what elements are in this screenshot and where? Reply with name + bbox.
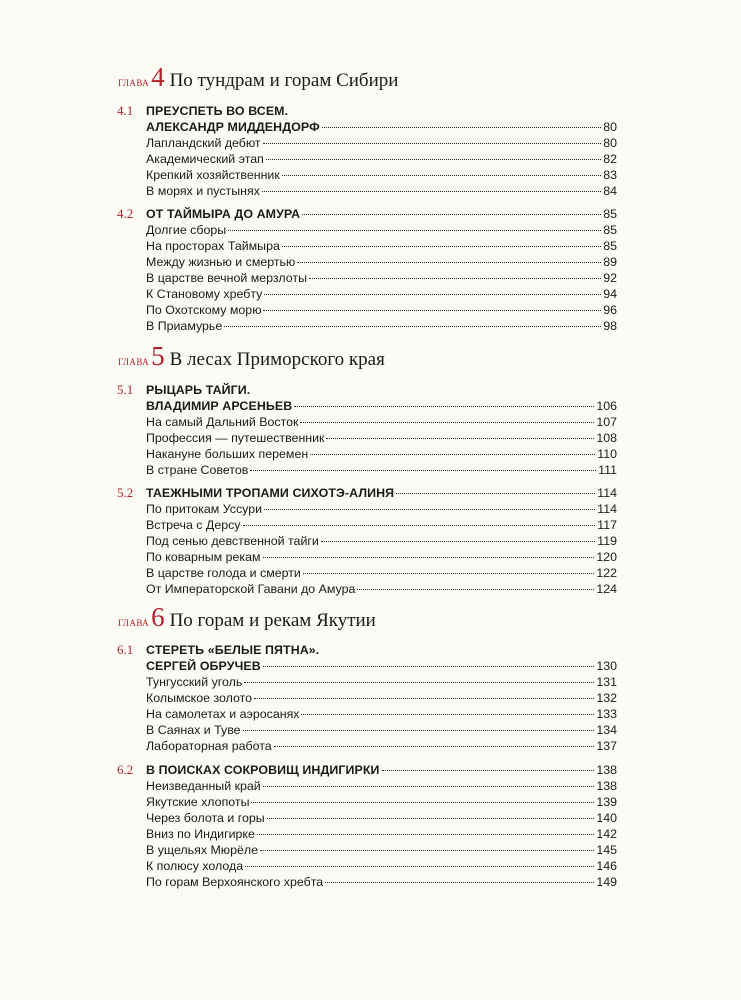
- entry-title: На самолетах и аэросанях: [146, 707, 300, 721]
- toc-entry[interactable]: [117, 858, 617, 874]
- leader-dots: [257, 834, 594, 835]
- section-title: СТЕРЕТЬ «БЕЛЫЕ ПЯТНА».: [146, 643, 320, 657]
- entry-title: Лабораторная работа: [146, 739, 272, 753]
- entry-title: По притокам Уссури: [146, 502, 263, 516]
- page-number: 142: [596, 827, 617, 841]
- page-number: 138: [596, 779, 617, 793]
- toc-entry[interactable]: [117, 690, 617, 706]
- page-number: 82: [603, 152, 617, 166]
- entry-title: Академический этап: [146, 152, 264, 166]
- entry-title: Тунгусский уголь: [146, 675, 243, 689]
- leader-dots: [262, 191, 601, 192]
- page-number: 89: [603, 255, 617, 269]
- leader-dots: [294, 406, 594, 407]
- entry-title: Долгие сборы: [146, 223, 227, 237]
- entry-title: Профессия — путешественник: [146, 431, 325, 445]
- toc-entry[interactable]: [117, 183, 617, 199]
- leader-dots: [282, 175, 601, 176]
- toc-entry[interactable]: [117, 706, 617, 722]
- leader-dots: [263, 143, 602, 144]
- chapter-number: 4: [151, 62, 165, 92]
- toc-entry[interactable]: [117, 167, 617, 183]
- entry-title: По горам Верхоянского хребта: [146, 875, 324, 889]
- toc-entry[interactable]: [117, 414, 617, 430]
- page-number: 80: [603, 120, 617, 134]
- toc-entry[interactable]: [117, 430, 617, 446]
- leader-dots: [263, 557, 595, 558]
- chapter-word: глава: [118, 614, 150, 629]
- entry-title: Лапландский дебют: [146, 136, 261, 150]
- page-number: 106: [596, 399, 617, 413]
- page-number: 85: [603, 239, 617, 253]
- leader-dots: [254, 698, 594, 699]
- toc-entry[interactable]: [117, 398, 617, 414]
- leader-dots: [303, 573, 594, 574]
- entry-title: На просторах Таймыра: [146, 239, 280, 253]
- section-title-line[interactable]: [117, 382, 617, 398]
- section-number: 4.1: [117, 103, 134, 118]
- toc-entry[interactable]: [117, 462, 617, 478]
- entry-title: Встреча с Дерсу: [146, 518, 241, 532]
- toc-entry[interactable]: [117, 222, 617, 238]
- section-number: 6.1: [117, 642, 134, 657]
- page-number: 98: [603, 319, 617, 333]
- chapter-word: глава: [118, 74, 150, 89]
- leader-dots: [263, 310, 601, 311]
- page-number: 80: [603, 136, 617, 150]
- page-number: 133: [596, 707, 617, 721]
- toc-entry[interactable]: [117, 826, 617, 842]
- leader-dots: [228, 230, 601, 231]
- toc-entry[interactable]: [117, 302, 617, 318]
- page-number: 131: [596, 675, 617, 689]
- toc-entry[interactable]: [117, 206, 617, 222]
- leader-dots: [357, 589, 594, 590]
- section-title: АЛЕКСАНДР МИДДЕНДОРФ: [146, 120, 320, 134]
- chapter-title: В лесах Приморского края: [169, 349, 385, 370]
- leader-dots: [243, 525, 596, 526]
- page-number: 108: [596, 431, 617, 445]
- toc-entry[interactable]: [117, 549, 617, 565]
- page-number: 122: [596, 566, 617, 580]
- toc-entry[interactable]: [117, 738, 617, 754]
- chapter-title: По тундрам и горам Сибири: [169, 70, 399, 91]
- toc-entry[interactable]: [117, 778, 617, 794]
- toc-entry[interactable]: [117, 722, 617, 738]
- section-title-line[interactable]: [117, 103, 617, 119]
- toc-entry[interactable]: [117, 581, 617, 597]
- section-6-1: [117, 642, 617, 754]
- section-number: 4.2: [117, 206, 134, 221]
- chapter-heading-4: [118, 64, 618, 98]
- entry-title: Между жизнью и смертью: [146, 255, 296, 269]
- toc-entry[interactable]: [117, 874, 617, 890]
- page-number: 139: [596, 795, 617, 809]
- toc-entry[interactable]: [117, 762, 617, 778]
- page-number: 137: [596, 739, 617, 753]
- entry-title: В Саянах и Туве: [146, 723, 241, 737]
- section-4-1: [117, 103, 617, 199]
- section-number: 5.2: [117, 485, 134, 500]
- page-number: 140: [596, 811, 617, 825]
- page-number: 117: [597, 518, 617, 532]
- page-number: 124: [596, 582, 617, 596]
- page-number: 107: [596, 415, 617, 429]
- leader-dots: [310, 454, 595, 455]
- leader-dots: [321, 541, 595, 542]
- page-number: 145: [596, 843, 617, 857]
- leader-dots: [224, 326, 601, 327]
- entry-title: В царстве голода и смерти: [146, 566, 301, 580]
- section-number: 6.2: [117, 762, 134, 777]
- page-number: 120: [596, 550, 617, 564]
- leader-dots: [282, 246, 601, 247]
- entry-title: Через болота и горы: [146, 811, 265, 825]
- section-title: В ПОИСКАХ СОКРОВИЩ ИНДИГИРКИ: [146, 763, 380, 777]
- entry-title: Вниз по Индигирке: [146, 827, 255, 841]
- page-number: 111: [598, 463, 617, 477]
- toc-entry[interactable]: [117, 842, 617, 858]
- entry-title: В ущельях Мюрёле: [146, 843, 258, 857]
- chapter-number: 5: [151, 341, 165, 371]
- chapter-heading-5: [118, 343, 618, 377]
- leader-dots: [263, 666, 595, 667]
- toc-entry[interactable]: [117, 485, 617, 501]
- leader-dots: [322, 127, 601, 128]
- page-number: 114: [597, 502, 617, 516]
- chapter-title: По горам и рекам Якутии: [169, 610, 376, 631]
- leader-dots: [396, 493, 595, 494]
- leader-dots: [382, 770, 595, 771]
- page-number: 85: [603, 207, 617, 221]
- toc-entry[interactable]: [117, 151, 617, 167]
- page-number: 138: [596, 763, 617, 777]
- leader-dots: [263, 786, 595, 787]
- leader-dots: [297, 262, 601, 263]
- leader-dots: [251, 802, 594, 803]
- toc-entry[interactable]: [117, 501, 617, 517]
- leader-dots: [309, 278, 601, 279]
- entry-title: Неизведанный край: [146, 779, 261, 793]
- leader-dots: [250, 470, 596, 471]
- entry-title: В Приамурье: [146, 319, 223, 333]
- toc-entry[interactable]: [117, 810, 617, 826]
- toc-entry[interactable]: [117, 533, 617, 549]
- entry-title: Якутские хлопоты: [146, 795, 250, 809]
- entry-title: К Становому хребту: [146, 287, 263, 301]
- entry-title: От Императорской Гавани до Амура: [146, 582, 356, 596]
- section-title: РЫЦАРЬ ТАЙГИ.: [146, 383, 251, 397]
- chapter-heading-6: [118, 604, 618, 638]
- toc-entry[interactable]: [117, 286, 617, 302]
- toc-entry[interactable]: [117, 270, 617, 286]
- leader-dots: [325, 882, 594, 883]
- section-6-2: [117, 762, 617, 890]
- entry-title: В стране Советов: [146, 463, 249, 477]
- toc-entry[interactable]: [117, 517, 617, 533]
- page-number: 146: [596, 859, 617, 873]
- leader-dots: [266, 159, 601, 160]
- toc-entry[interactable]: [117, 135, 617, 151]
- chapter-number: 6: [151, 602, 165, 632]
- page-number: 83: [603, 168, 617, 182]
- entry-title: По коварным рекам: [146, 550, 261, 564]
- section-title: ОТ ТАЙМЫРА ДО АМУРА: [146, 207, 301, 221]
- toc-entry[interactable]: [117, 674, 617, 690]
- leader-dots: [326, 438, 594, 439]
- entry-title: По Охотскому морю: [146, 303, 262, 317]
- toc-entry[interactable]: [117, 254, 617, 270]
- section-title-line[interactable]: [117, 642, 617, 658]
- entry-title: На самый Дальний Восток: [146, 415, 299, 429]
- page-number: 114: [597, 486, 617, 500]
- entry-title: В морях и пустынях: [146, 184, 260, 198]
- section-title: ПРЕУСПЕТЬ ВО ВСЕМ.: [146, 104, 289, 118]
- section-5-2: [117, 485, 617, 597]
- page-number: 92: [603, 271, 617, 285]
- section-title: СЕРГЕЙ ОБРУЧЕВ: [146, 659, 261, 673]
- page-number: 85: [603, 223, 617, 237]
- section-title: ВЛАДИМИР АРСЕНЬЕВ: [146, 399, 293, 413]
- page-number: 119: [597, 534, 617, 548]
- entry-title: В царстве вечной мерзлоты: [146, 271, 307, 285]
- leader-dots: [274, 746, 595, 747]
- section-title: ТАЕЖНЫМИ ТРОПАМИ СИХОТЭ-АЛИНЯ: [146, 486, 395, 500]
- section-number: 5.1: [117, 382, 134, 397]
- leader-dots: [302, 214, 601, 215]
- leader-dots: [245, 866, 594, 867]
- page-number: 84: [603, 184, 617, 198]
- entry-title: Колымское золото: [146, 691, 253, 705]
- page-number: 96: [603, 303, 617, 317]
- leader-dots: [243, 730, 595, 731]
- leader-dots: [301, 714, 594, 715]
- entry-title: Крепкий хозяйственник: [146, 168, 280, 182]
- chapter-word: глава: [118, 353, 150, 368]
- page-number: 134: [596, 723, 617, 737]
- toc-entry[interactable]: [117, 238, 617, 254]
- section-5-1: [117, 382, 617, 478]
- page-number: 130: [596, 659, 617, 673]
- section-4-2: [117, 206, 617, 334]
- toc-entry[interactable]: [117, 446, 617, 462]
- page-number: 110: [597, 447, 617, 461]
- entry-title: Под сенью девственной тайги: [146, 534, 319, 548]
- entry-title: К полюсу холода: [146, 859, 244, 873]
- page-number: 94: [603, 287, 617, 301]
- toc-entry[interactable]: [117, 119, 617, 135]
- leader-dots: [300, 422, 594, 423]
- leader-dots: [260, 850, 594, 851]
- toc-entry[interactable]: [117, 565, 617, 581]
- toc-entry[interactable]: [117, 318, 617, 334]
- leader-dots: [244, 682, 594, 683]
- toc-entry[interactable]: [117, 658, 617, 674]
- leader-dots: [264, 294, 601, 295]
- leader-dots: [267, 818, 595, 819]
- leader-dots: [264, 509, 595, 510]
- entry-title: Накануне больших перемен: [146, 447, 309, 461]
- page-number: 149: [596, 875, 617, 889]
- toc-entry[interactable]: [117, 794, 617, 810]
- page-number: 132: [596, 691, 617, 705]
